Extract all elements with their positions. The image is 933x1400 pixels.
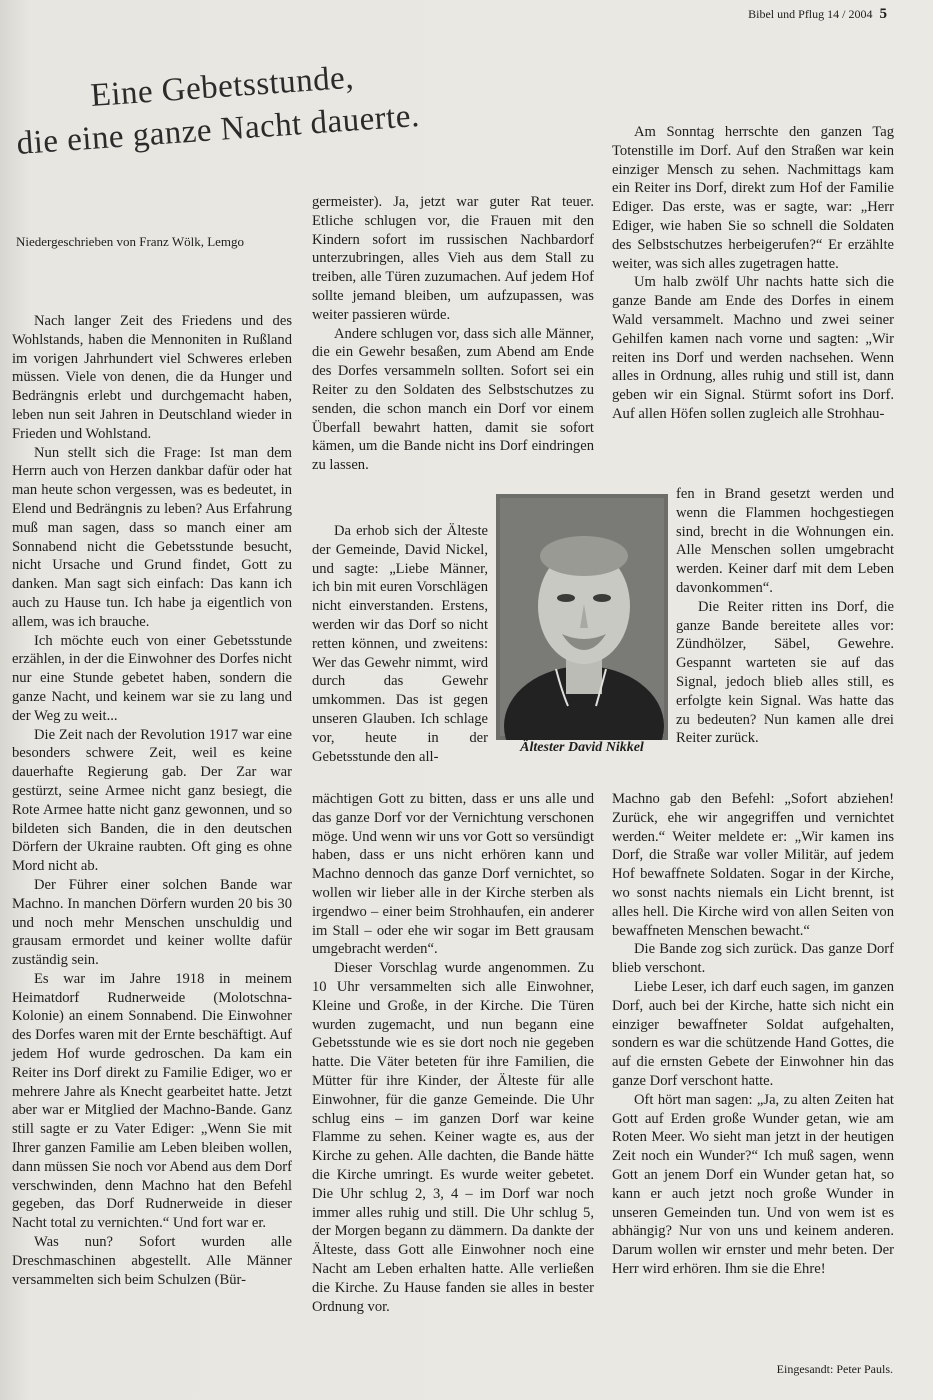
page-header [748,6,887,23]
paragraph: Dieser Vorschlag wurde angenommen. Zu 10 Uhr versammelten sich alle Einwohner, Kleine und Große, in der Kirche. Die Türen wurden zugemacht, und nun begann eine Gebetsstunde wie es sie dort noch nie gegeben hatte. Die Väter beteten für ihre Familien, die Mütter für ihre Kinder, der Älteste für alle Einwohner, für die ganze Gemeinde. Die Uhr schlug eins – im ganzen Dorf war keine Flamme zu sehen. Keiner wagte es, aus der Kirche zu gehen. Alle dachten, die Bande hätte die Kirche umringt. Es wurde weiter gebetet. Die Uhr schlug 2, 3, 4 – im Dorf war noch immer alles ruhig und still. Die Uhr schlug 5, der Morgen begann zu dämmern. Da dankte der Älteste, dass Gott alle Einwohner noch eine Nacht am Leben erhalten hatte. Alle verließen die Kirche. Zu Hause fanden sie alles in bester Ordnung vor. [312,960,594,1315]
paragraph: Was nun? Sofort wurden alle Dreschmaschinen abgestellt. Alle Männer versammelten sich beim Schulzen (Bür- [12,1234,292,1288]
paragraph: Da erhob sich der Älteste der Gemeinde, David Nickel, und sagte: „Liebe Männer, ich bin mit euren Vorschlägen nicht einverstanden. Erstens, werden wir das Dorf so nicht retten können, und zweitens: Wer das Gewehr nimmt, wird durch das Gewehr umkommen. Das ist gegen unseren Glauben. Ich schlage vor, heute in der Gebetsstunde den all- [312,523,488,765]
paragraph: Liebe Leser, ich darf euch sagen, im ganzen Dorf, auch bei der Kirche, hatte sich nicht ein einziger bewaffneter Soldat aufgehalten, sondern es war die schützende Hand Gottes, die auf die ernsten Gebete der Einwohner hin das ganze Dorf verschont hatte. [612,978,894,1089]
paragraph: Die Bande zog sich zurück. Das ganze Dorf blieb verschont. [612,941,894,977]
title-line-1: Eine Gebetsstunde, [89,59,356,115]
paragraph: Der Führer einer solchen Bande war Machno. In manchen Dörfern wurden 20 bis 30 und noch mehr Menschen unschuldig und grausam ermordet und keiner wollte dafür zuständig sein. [12,876,292,969]
paragraph: Andere schlugen vor, dass sich alle Männer, die ein Gewehr besaßen, zum Abend am Ende des Dorfes versammeln sollten. Sofort sei ein Reiter zu den Soldaten des Selbstschutzes zu senden, die schon manch ein Dorf vor einem Überfall bewahrt hatten, damit sie sofort kämen, um die Bande nicht ins Dorf eindringen zu lassen. [312,325,594,474]
photo-caption: Ältester David Nikkel [520,740,644,755]
article-column-2-bottom [312,790,594,1316]
paragraph: Um halb zwölf Uhr nachts hatte sich die ganze Bande am Ende des Dorfes in einem Wald versammelt. Machno und zwei seiner Gehilfen kamen nach vorne und sagten: „Wir reiten ins Dorf und werden nachsehen. Wenn alles in Ordnung, alles ruhig und still ist, dann geben wir ein Signal. Stürmt sofort ins Dorf. Auf allen Höfen sollen zugleich alle Strohhau- [612,274,894,422]
paragraph: Nach langer Zeit des Friedens und des Wohlstands, haben die Mennoniten in Rußland im vorigen Jahrhundert viel Schweres erleben müssen. Viele von denen, die da Hunger und Bedrängnis erlebt und durchgemacht haben, leben nun seit Jahren in Deutschland wieder in Frieden und Wohlstand. [12,313,292,442]
page-number: 5 [879,6,887,22]
portrait-photo [496,494,668,766]
article-column-3-bottom [612,790,894,1279]
byline: Niedergeschrieben von Franz Wölk, Lemgo [16,234,245,249]
paragraph: germeister). Ja, jetzt war guter Rat teuer. Etliche schlugen vor, die Frauen mit den Kindern sofort im russischen Nachbardorf unterzubringen, alles Vieh aus dem Stall zu treiben, alle Türen zuzumachen. Auf jedem Hof sollte jemand bleiben, um aufzupassen, was weiter passieren würde. [312,194,594,323]
paragraph: fen in Brand gesetzt werden und wenn die Flammen hochgestiegen sind, brecht in die Wohnungen ein. Alle Menschen sollen umgebracht werden. Keiner darf mit dem Leben davonkommen“. [676,486,894,596]
paragraph: Oft hört man sagen: „Ja, zu alten Zeiten hat Gott auf Erden große Wunder getan, wie am Roten Meer. Wo sieht man jetzt in der heutigen Zeit noch ein Wunder?“ Ich muß sagen, wenn Gott an jenem Dorf ein Wunder getan hat, so kann er auch jetzt noch große Wunder in unseren Gemeinden tun. Und von wem ist es abhängig? Nur von uns und keinem anderen. Darum wollen wir ernster und mehr beten. Der Herr wird erhören. Ihm sie die Ehre! [612,1091,894,1277]
paragraph: Es war im Jahre 1918 in meinem Heimatdorf Rudnerweide (Molotschna-Kolonie) an einem Sonnabend. Die Einwohner des Dorfes waren mit der Ernte beschäftigt. Auf jedem Hof wurde gedroschen. Da kam ein Reiter ins Dorf direkt zu Familie Ediger, wo er mehrere Jahre als Knecht gearbeitet hatte. Jetzt aber war er Mitglied der Machno-Bande. Ganz still sagte er zu Vater Ediger: „Wenn Sie mit Ihrer ganzen Familie am Leben bleiben wollen, dann müssen Sie noch vor Abend aus dem Dorf verschwinden, denn Machno hat den Befehl gegeben, das Dorf Rudnerweide in dieser Nacht total zu vernichten.“ Und fort war er. [12,970,292,1232]
paragraph: mächtigen Gott zu bitten, dass er uns alle und das ganze Dorf vor der Vernichtung verschonen möge. Und wenn wir uns vor Gott so versündigt haben, dass er uns nicht erhören kann und Machno dennoch das ganze Dorf vernichtet, so wollen wir lieber alle in der Kirche sterben als irgendwo – einer beim Strohhaufen, ein anderer im Stall – oder ehe wir sogar im Bett grausam umgebracht werden“. [312,791,594,958]
article-column-2-top [312,193,594,475]
article-column-3-top [612,123,894,424]
article-column-3-wrap [676,485,894,748]
publication-name: Bibel und Pflug [748,7,825,21]
paragraph: Am Sonntag herrschte den ganzen Tag Totenstille im Dorf. Auf den Straßen war kein einziger Mensch zu sehen. Nachmittags kam ein Reiter ins Dorf, direkt zum Hof der Familie Ediger. Das erste, was er sagte, war: „Herr Ediger, wie haben Sie so schnell die Soldaten des Selbstschutzes herbeigerufen?“ Er erzählte weiter, was sich alles zugetragen hatte. [612,124,894,272]
portrait-image [496,494,668,740]
article-title [15,59,468,190]
article-signoff: Eingesandt: Peter Pauls. [776,1362,893,1376]
issue-number: 14 / 2004 [827,7,873,21]
paragraph: Ich möchte euch von einer Gebetsstunde erzählen, in der die Einwohner des Dorfes nicht nur eine Stunde gebetet haben, sondern die ganze Nacht, und keinem war sie zu lang und der Weg zu weit... [12,632,292,724]
paragraph: Machno gab den Befehl: „Sofort abziehen! Zurück, ehe wir angegriffen und vernichtet werden.“ Weiter meldete er: „Wir kamen ins Dorf, die Straße war voller Militär, auf jedem Hof bewaffnete Soldaten. Sogar in der Kirche, wo sonst nachts niemals ein Licht brennt, ist alles hell. Die Kirche wird von allen Seiten von bewaffneten Menschen bewacht.“ [612,791,894,939]
title-line-2: die eine ganze Nacht dauerte. [15,97,421,163]
article-column-1 [12,312,292,1289]
paragraph: Nun stellt sich die Frage: Ist man dem Herrn auch von Herzen dankbar dafür oder hat man heute schon vergessen, was es bedeutet, in Elend und Bedrängnis zu leben? Aus Erfahrung muß man sagen, dass so manch einer am Sonnabend nicht die Gebetsstunde besucht, nicht Ursache und Grund findet, Gott zu danken. Man sagt sich einfach: Das kann ich auch zu Hause tun. Ich habe ja eigentlich von allem, was ich brauche. [12,444,292,630]
paragraph: Die Zeit nach der Revolution 1917 war eine besonders schwere Zeit, weil es keine dauerhafte Regierung gab. Der Zar war gestürzt, seine Armee nicht ganz besiegt, die Rote Armee hatte nicht ganz gewonnen, und so bildeten sich Banden, die in den deutschen Dörfern der Ukraine raubten. Oft ging es ohne Mord nicht ab. [12,726,292,875]
paragraph: Die Reiter ritten ins Dorf, die ganze Bande bereitete alles vor: Zündhölzer, Säbel, Gewehre. Gespannt warteten sie auf das Signal, jedoch blieb alles still, es erfolgte kein Signal. Was hatte das zu bedeuten? Nun kamen alle drei Reiter zurück. [676,598,894,747]
article-column-2-wrap [312,522,488,766]
